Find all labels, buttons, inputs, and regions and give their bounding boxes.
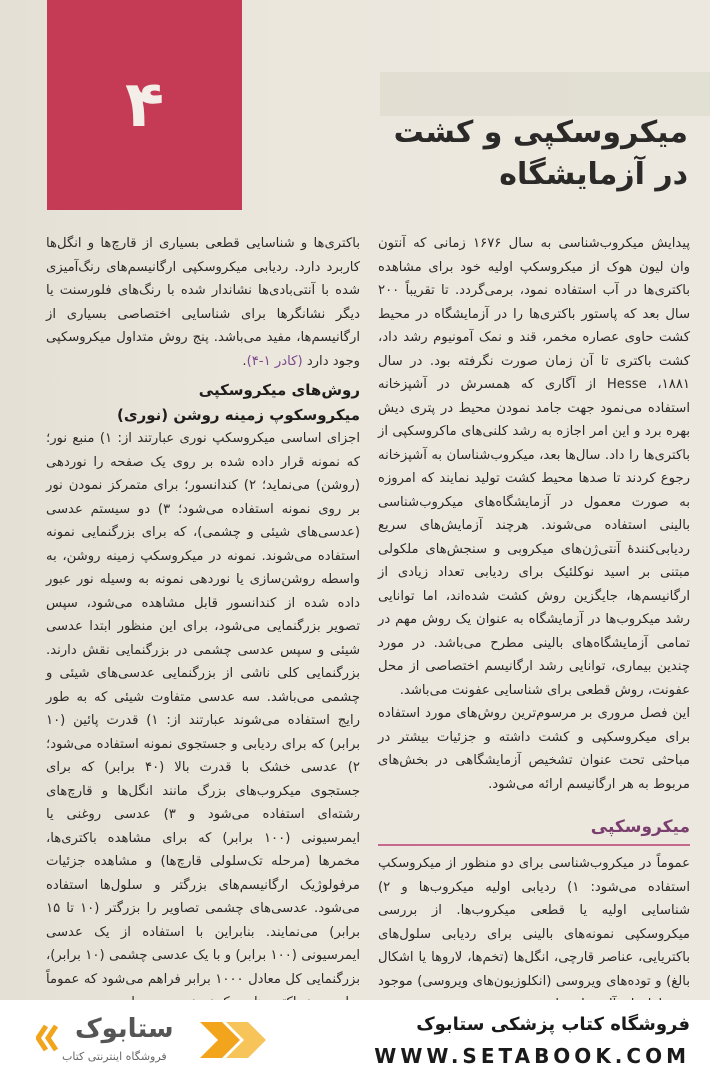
right-column [378,232,690,796]
intro-text: باکتری‌ها و شناسایی قطعی بسیاری از قارچ‌ها و انگل‌ها کاربرد دارد. ردیابی میکروسکپی ارگانیسم‌های رنگ‌آمیزی شده با آنتی‌بادی‌ها نشاندار شده با رنگ‌های فلورسنت یا دیگر نشانگرها برای شناسایی اختصاصی بسیاری از ارگانیسم‌ها، مفید می‌باشد. پنج روش متداول میکروسکپی وجود دارد [46,236,360,369]
chapter-number-box [47,0,242,210]
store-url[interactable]: WWW.SETABOOK.COM [374,1044,690,1068]
store-name: فروشگاه کتاب پزشکی ستابوک [416,1014,690,1035]
footer-banner [0,1000,710,1079]
paragraph: پیدایش میکروب‌شناسی به سال ۱۶۷۶ زمانی که آنتون وان لیون هوک از میکروسکپ اولیه خود برای مشاهده باکتری‌ها در آب استفاده نمود، برمی‌گردد. تا تقریباً ۲۰۰ سال بعد که پاستور باکتری‌ها را در آزمایشگاه در محیط کشت حاوی عصاره مخمر، قند و نمک آمونیوم رشد داد، کشت باکتری تا آن زمان صورت نگرفته بود. در سال ۱۸۸۱، Hesse از آگاری که همسرش در آشپزخانه استفاده می‌نمود جهت جامد نمودن محیط در پتری دیش بهره برد و این امر اجازه به رشد کلنی‌های ماکروسکپی از باکتری‌ها را داد. سال‌ها بعد، میکروب‌شناسان به آشپزخانه رجوع کردند تا صدها محیط کشت تولید نمایند که امروزه به صورت معمول در آزمایشگاه‌های میکروب‌شناسی بالینی استفاده می‌شوند. هرچند آزمایش‌های سریع ردیابی‌کنندهٔ آنتی‌ژن‌های میکروبی و سنجش‌های ملکولی مبتنی بر اسید نوکلئیک برای ردیابی تعداد زیادی از ارگانیسم‌ها، جایگزین روش کشت شده‌اند، اما توانایی رشد میکروب‌ها در آزمایشگاه به عنوان یک روش مهم در تمامی آزمایشگاه‌های بالینی مطرح می‌باشد. در مورد چندین بیماری، توانایی رشد ارگانیسم اختصاصی از محل عفونت، روش قطعی برای شناسایی عفونت می‌باشد. [378,236,690,698]
subheading-microscopy-methods: روش‌های میکروسکپی [198,381,360,399]
setabook-logo-icon [200,1014,270,1066]
paragraph: این فصل مروری بر مرسوم‌ترین روش‌های مورد استفاده برای میکروسکپی و کشت داشته و جزئیات بیشتر در مباحثی تحت عنوان تشخیص آزمایشگاهی در بخش‌های مربوط به هر ارگانیسم ارائه می‌شود. [378,706,690,792]
left-column [46,232,360,1015]
paragraph [46,232,360,373]
subsubheading-brightfield: میکروسکوپ زمینه روشن (نوری) [116,406,360,424]
section-heading-microscopy: میکروسکپی [378,812,690,846]
chapter-title: میکروسکپی و کشت در آزمایشگاه [393,115,688,192]
right-column-continued [378,852,690,1017]
logo-subtitle: فروشگاه اینترنتی کتاب [62,1050,167,1063]
faint-running-header [380,72,710,116]
logo-wordmark: ستابوک [75,1014,174,1044]
chapter-number: ۴ [124,68,165,142]
intro-end: . [242,353,247,369]
paragraph: عموماً در میکروب‌شناسی برای دو منظور از میکروسکپ استفاده می‌شود: ۱) ردیابی اولیه میکروب‌ها و ۲) شناسایی اولیه یا قطعی میکروب‌ها. از بررسی میکروسکپی نمونه‌های بالینی برای ردیابی سلول‌های باکتریایی، عناصر قارچی، انگل‌ها (تخم‌ها، لاروها یا اشکال بالغ) و توده‌های ویروسی (انکلوزیون‌های ویروسی) موجود [378,856,690,989]
paragraph: اجزای اساسی میکروسکپ نوری عبارتند از: ۱) منبع نور؛ که نمونه قرار داده شده بر روی یک صفحه را نوردهی (روشن) می‌نماید؛ ۲) کندانسور؛ برای متمرکز نمودن نور بر روی نمونه استفاده می‌شود؛ ۳) دو سیستم عدسی (عدسی‌های شیئی و چشمی)، که برای بزرگنمایی نمونه استفاده می‌شوند. نمونه در میکروسکپ زمینه روشن، به واسطه روشن‌سازی یا نوردهی نمونه به وسیله نور عبور داده شده از کندانسور قابل مشاهده می‌شود، سپس تصویر بزرگنمایی می‌شود، برای این منظور ابتدا عدسی شیئی و سپس عدسی چشمی در بزرگنمایی نقش دارند. بزرگنمایی کلی ناشی از بزرگنمایی عدسی‌های شیئی و چشمی می‌باشد. سه عدسی متفاوت شیئی که به طور رایج استفاده می‌شوند عبارتند از: ۱) قدرت پائین (۱۰ برابر) که برای ردیابی و جستجوی نمونه استفاده می‌شود؛ ۲) عدسی خشک با قدرت بالا (۴۰ برابر) که برای جستجوی میکروب‌های بزرگ مانند انگل‌ها و قارچ‌های رشته‌ای استفاده می‌شود و ۳) عدسی روغنی یا ایمرسیونی (۱۰۰ برابر) که برای مشاهده باکتری‌ها، مخمرها (مرحله تک‌سلولی قارچ‌ها) و مشاهده جزئیات مرفولوژیک ارگانیسم‌های بزرگتر و سلول‌ها استفاده می‌شود. عدسی‌های چشمی تصاویر را بزرگتر (۱۰ تا ۱۵ برابر) می‌نمایند. بنابراین با استفاده از یک عدسی ایمرسیونی (۱۰۰ برابر) و با یک عدسی چشمی (۱۰ برابر)، بزرگنمایی کل معادل ۱۰۰۰ برابر فراهم می‌شود که عموماً [46,431,361,987]
box-reference-link[interactable]: (کادر ۱-۴) [246,353,303,369]
